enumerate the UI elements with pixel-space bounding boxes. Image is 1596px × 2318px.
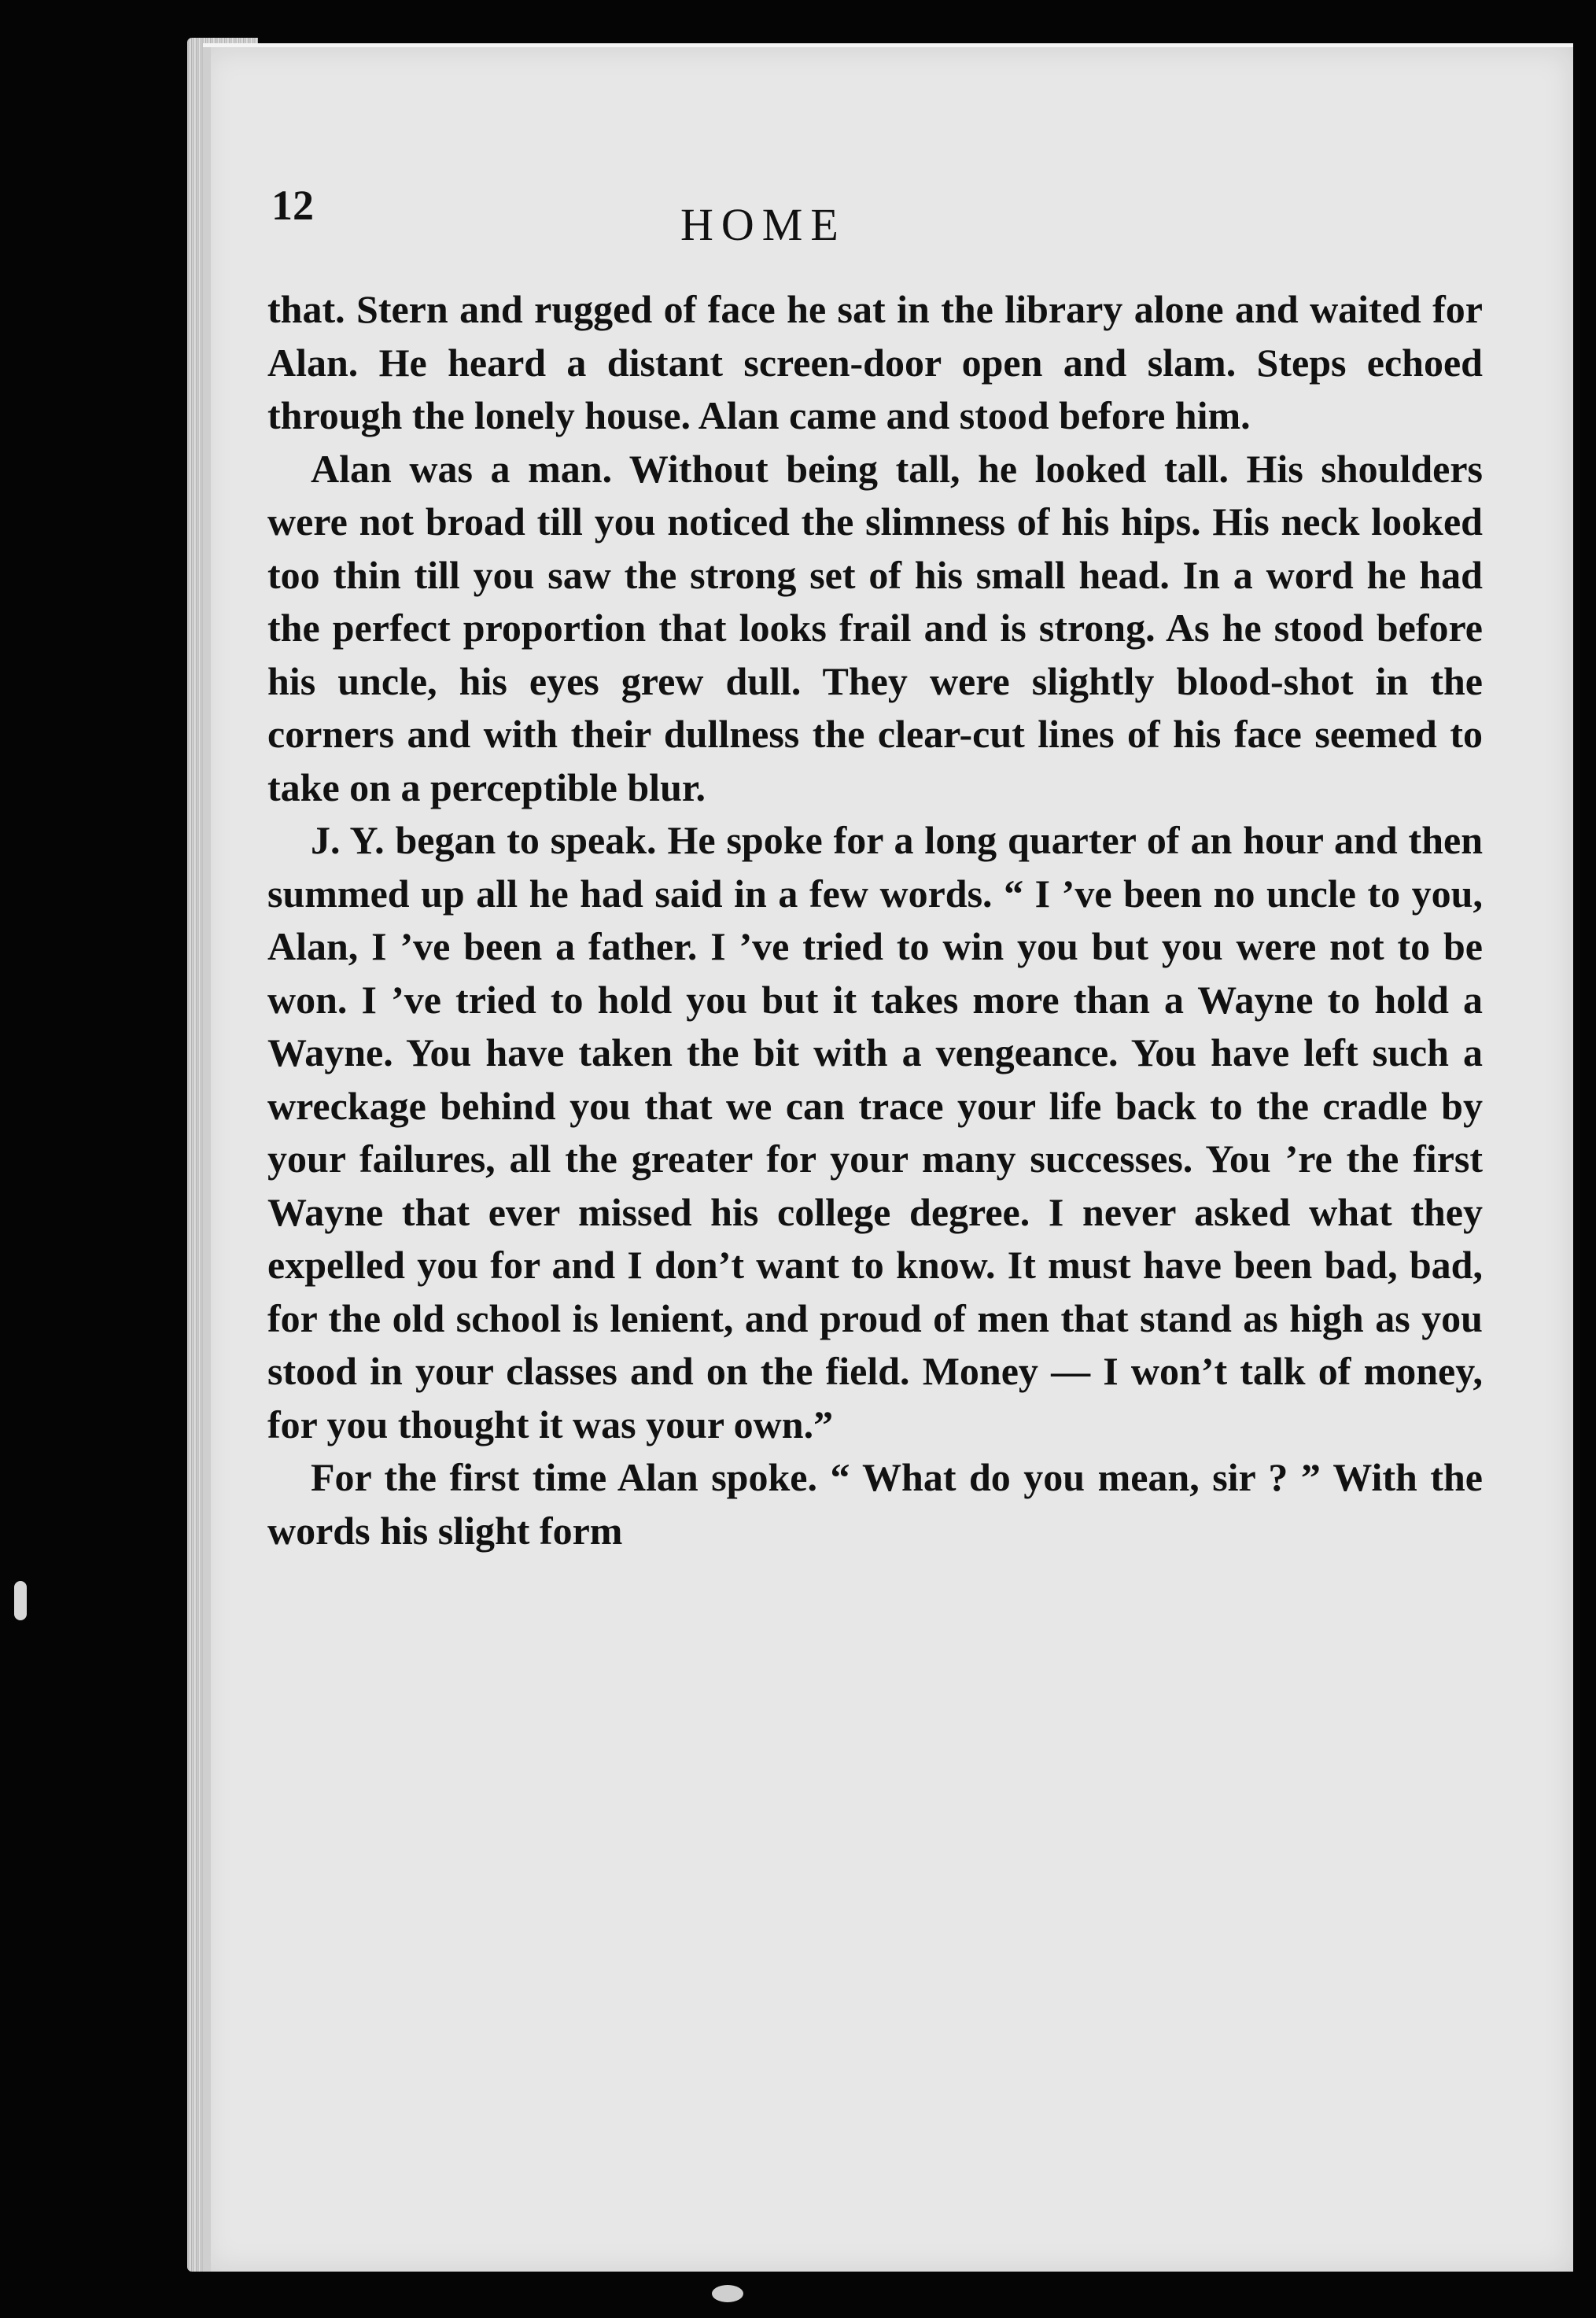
scan-artifact-mark xyxy=(14,1581,27,1620)
page-number: 12 xyxy=(271,182,314,229)
paragraph: For the first time Alan spoke. “ What do you mean, sir ? ” With the words his slight form xyxy=(267,1455,1483,1553)
paragraph: that. Stern and rugged of face he sat in the library alone and waited for Alan. He heard a distant screen-door open and slam. Steps echoed through the lonely house. Alan came and stood before him. xyxy=(267,287,1483,437)
paragraph: Alan was a man. Without being tall, he looked tall. His shoulders were not broad till you noticed the slimness of his hips. His neck looked too thin till you saw the strong set of his small head. In a word he had the perfect proportion that looks frail and is strong. As he stood before his uncle, his eyes grew dull. They were slightly blood-shot in the corners and with their dullness the clear-cut lines of his face seemed to take on a perceptible blur. xyxy=(267,446,1483,809)
scan-artifact-mark xyxy=(712,2285,743,2302)
page-header xyxy=(271,157,1483,250)
running-head: HOME xyxy=(680,199,846,250)
body-text xyxy=(267,283,1483,1557)
paragraph: J. Y. began to speak. He spoke for a long quarter of an hour and then summed up all he had said in a few words. “ I ’ve been no uncle to you, Alan, I ’ve been a father. I ’ve tried to win you but you were not to be won. I ’ve tried to hold you but it takes more than a Wayne to hold a Wayne. You have taken the bit with a vengeance. You have left such a wreckage behind you that we can trace your life back to the cradle by your failures, all the greater for your many successes. You ’re the first Wayne that ever missed his college degree. I never asked what they expelled you for and I don’t want to know. It must have been bad, bad, for the old school is lenient, and proud of men that stand as high as you stood in your classes and on the field. Money — I won’t talk of money, for you thought it was your own.” xyxy=(267,818,1483,1446)
